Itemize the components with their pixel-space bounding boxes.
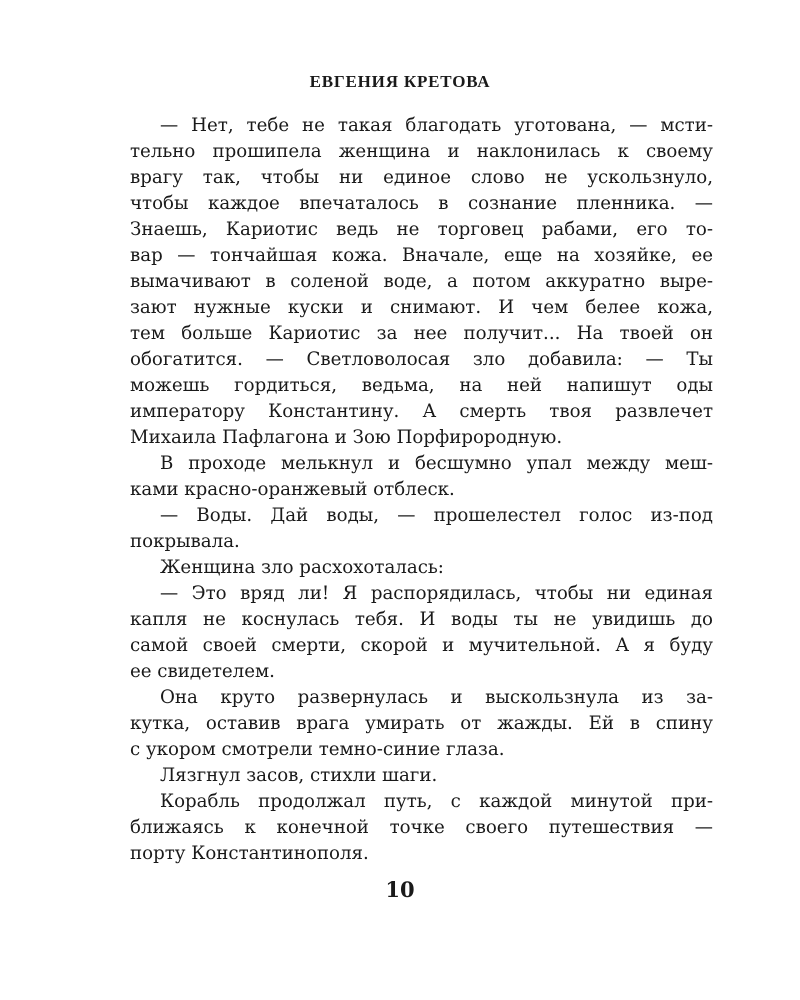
text-line: покрывала. (130, 531, 240, 552)
text-line: можешь гордиться, ведьма, на ней напишут оды (130, 375, 713, 396)
text-line: Лязгнул засов, стихли шаги. (160, 765, 438, 786)
page-number: 10 (385, 877, 415, 902)
running-header: ЕВГЕНИЯ КРЕТОВА (309, 72, 491, 91)
text-line: Корабль продолжал путь, с каждой минутой при- (160, 791, 713, 812)
text-line: обогатится. — Светловолосая зло добавила: — Ты (130, 349, 713, 370)
text-line: — Нет, тебе не такая благодать уготована, — мсти- (160, 115, 713, 136)
text-line: тем больше Кариотис за нее получит... На твоей он (130, 323, 713, 344)
text-line: Она круто развернулась и выскользнула из за- (160, 687, 713, 708)
text-line: ками красно-оранжевый отблеск. (130, 479, 455, 500)
text-line: врагу так, чтобы ни единое слово не ускользнуло, (130, 167, 713, 188)
text-line: — Воды. Дай воды, — прошелестел голос из-под (160, 505, 713, 526)
text-line: ближаясь к конечной точке своего путешествия — (130, 817, 713, 838)
text-line: Знаешь, Кариотис ведь не торговец рабами, его то- (130, 219, 713, 240)
text-line: ее свидетелем. (130, 661, 275, 682)
text-line: порту Константинополя. (130, 843, 369, 864)
text-line: вымачивают в соленой воде, а потом аккуратно выре- (130, 271, 713, 292)
text-line: с укором смотрели темно-синие глаза. (130, 739, 505, 760)
text-line: чтобы каждое впечаталось в сознание пленника. — (130, 193, 713, 214)
text-line: Женщина зло расхохоталась: (160, 557, 444, 578)
text-line: зают нужные куски и снимают. И чем белее кожа, (130, 297, 713, 318)
text-line: капля не коснулась тебя. И воды ты не увидишь до (130, 609, 713, 630)
text-line: самой своей смерти, скорой и мучительной. А я буду (130, 635, 713, 656)
text-line: В проходе мелькнул и бесшумно упал между меш- (160, 453, 713, 474)
text-line: императору Константину. А смерть твоя развлечет (130, 401, 713, 422)
text-line: кутка, оставив врага умирать от жажды. Ей в спину (130, 713, 713, 734)
text-line: — Это вряд ли! Я распорядилась, чтобы ни единая (160, 583, 713, 604)
body-text (130, 113, 713, 867)
text-line: тельно прошипела женщина и наклонилась к своему (130, 141, 713, 162)
text-line: вар — тончайшая кожа. Вначале, еще на хозяйке, ее (130, 245, 713, 266)
text-line: Михаила Пафлагона и Зою Порфирородную. (130, 427, 563, 448)
